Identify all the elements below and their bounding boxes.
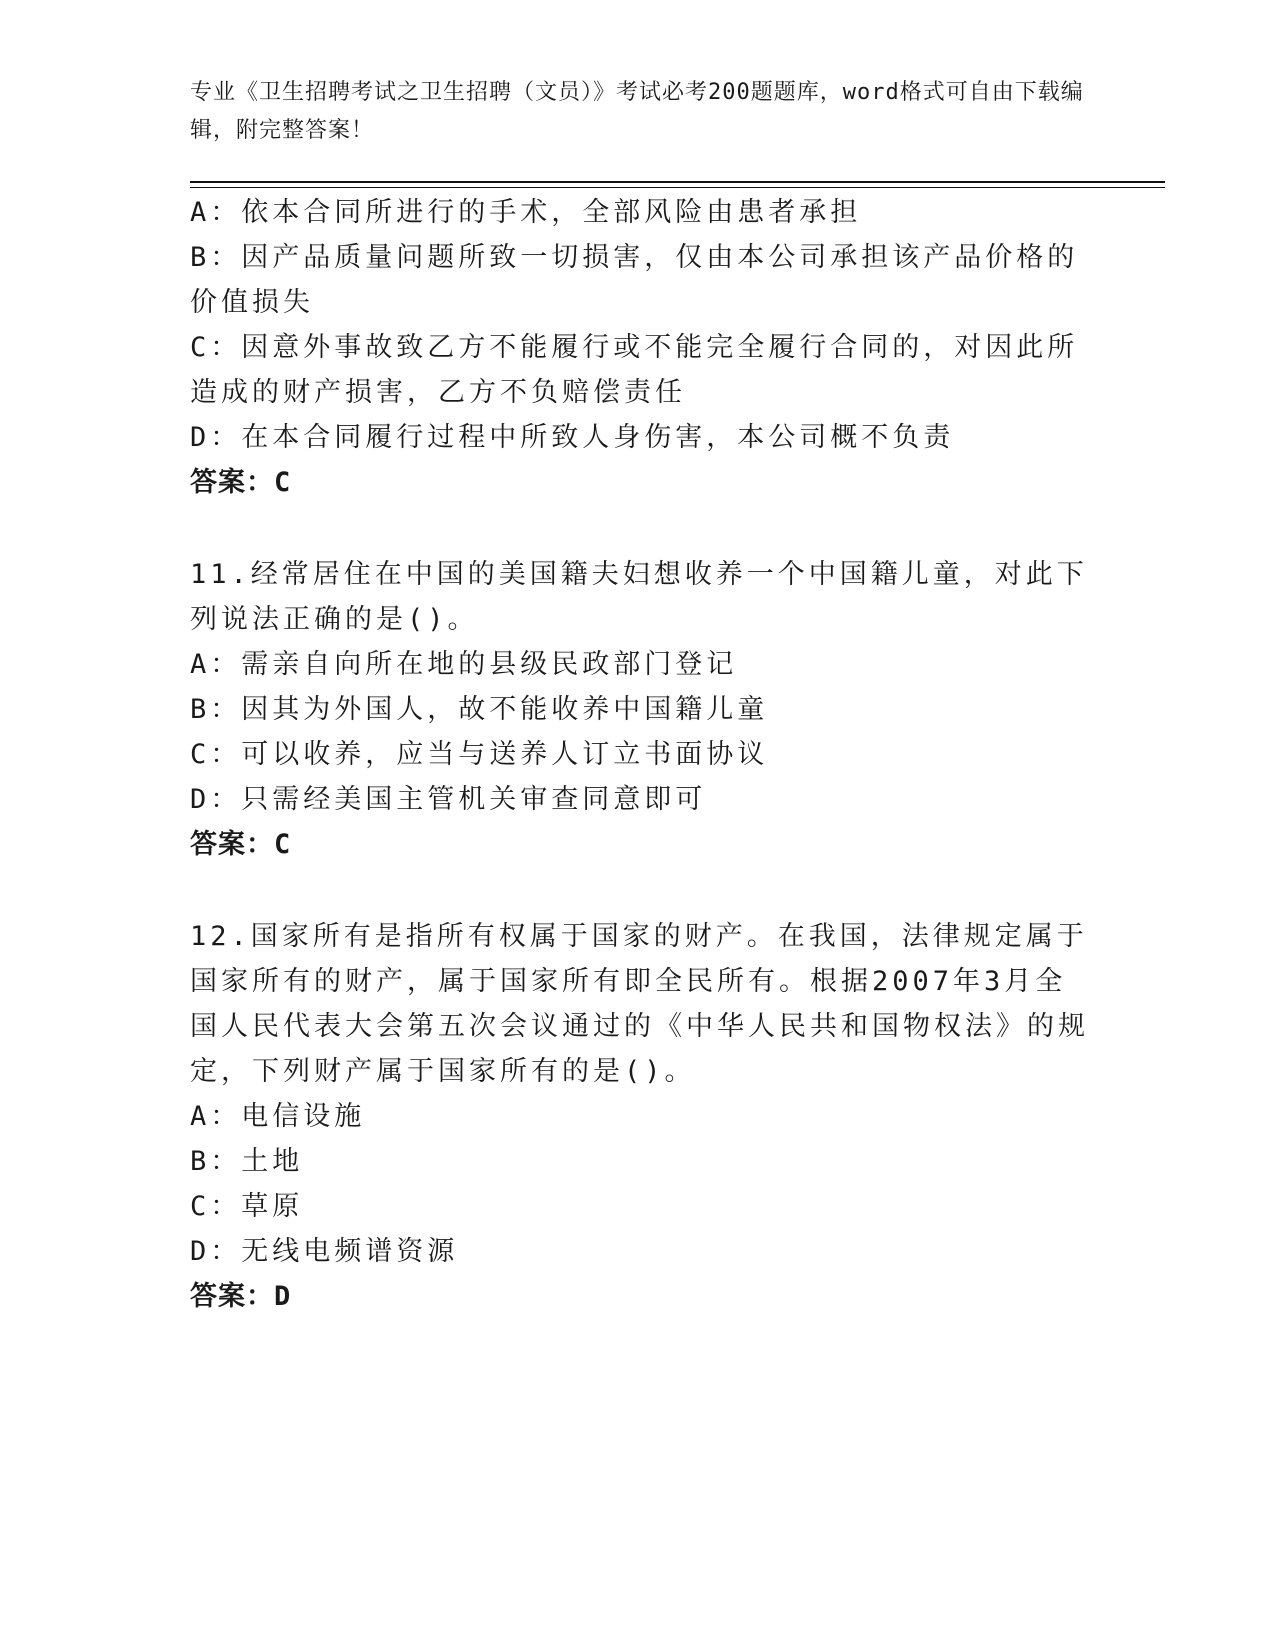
question-spacer [190, 505, 1090, 552]
q12-option-a: A：电信设施 [190, 1101, 366, 1132]
header-divider-thick [190, 181, 1165, 183]
q12-option-b: B：土地 [190, 1146, 304, 1177]
q11-option-d: D：只需经美国主管机关审查同意即可 [190, 784, 707, 815]
q11-option-c: C：可以收养，应当与送养人订立书面协议 [190, 739, 769, 770]
q11-stem: 11.经常居住在中国的美国籍夫妇想收养一个中国籍儿童，对此下列说法正确的是()。 [190, 559, 1088, 635]
q12-stem: 12.国家所有是指所有权属于国家的财产。在我国，法律规定属于国家所有的财产，属于国家所有即全民所有。根据2007年3月全国人民代表大会第五次会议通过的《中华人民共和国物权法》的规定，下列财产属于国家所有的是()。 [190, 921, 1089, 1087]
q12-option-d: D：无线电频谱资源 [190, 1236, 459, 1267]
q10-option-c: C：因意外事故致乙方不能履行或不能完全履行合同的，对因此所造成的财产损害，乙方不负赔偿责任 [190, 332, 1079, 408]
document-header: 专业《卫生招聘考试之卫生招聘（文员）》考试必考200题题库，word格式可自由下载编辑，附完整答案！ [190, 80, 1084, 143]
q11-answer: 答案：C [190, 829, 292, 860]
question-content [190, 190, 1090, 1319]
question-10-block [190, 190, 1090, 505]
q10-option-a: A：依本合同所进行的手术，全部风险由患者承担 [190, 197, 862, 228]
question-spacer [190, 867, 1090, 914]
q11-option-a: A：需亲自向所在地的县级民政部门登记 [190, 649, 738, 680]
q12-option-c: C：草原 [190, 1191, 304, 1222]
q10-option-b: B：因产品质量问题所致一切损害，仅由本公司承担该产品价格的价值损失 [190, 242, 1079, 318]
question-11-block [190, 552, 1090, 867]
q11-option-b: B：因其为外国人，故不能收养中国籍儿童 [190, 694, 769, 725]
q10-answer: 答案：C [190, 467, 292, 498]
q12-answer: 答案：D [190, 1281, 292, 1312]
q10-option-d: D：在本合同履行过程中所致人身伤害，本公司概不负责 [190, 422, 955, 453]
question-12-block [190, 914, 1090, 1319]
header-divider-thin [190, 187, 1165, 188]
